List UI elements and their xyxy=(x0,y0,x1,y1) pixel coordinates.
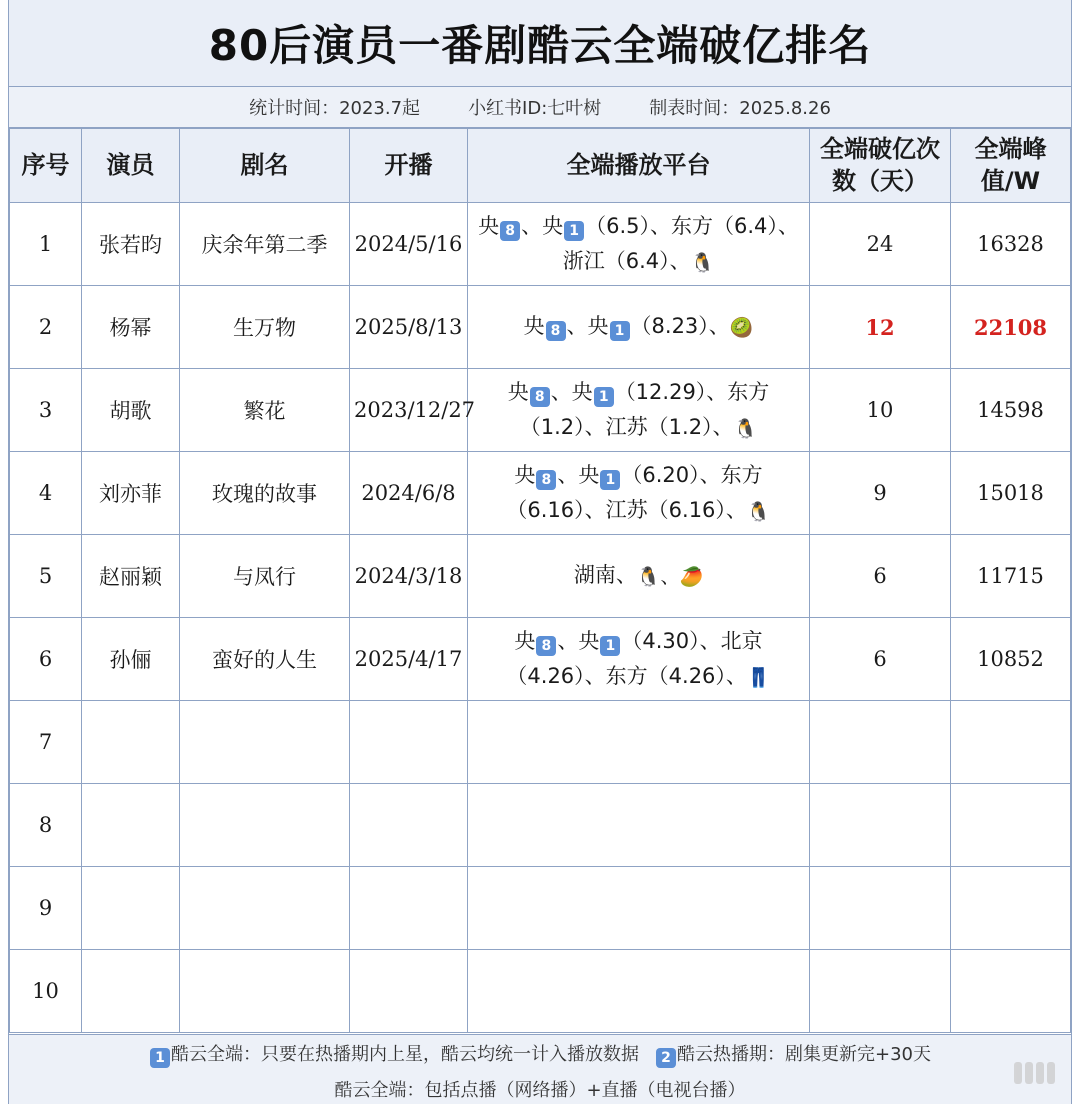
cell-date: 2024/6/8 xyxy=(350,452,468,535)
author-id: 小红书ID:七叶树 xyxy=(468,98,602,119)
cell-platforms xyxy=(468,203,810,286)
cell-date: 2024/3/18 xyxy=(350,535,468,618)
table-row xyxy=(10,950,1071,1033)
footer-note-3: 酷云全端：包括点播（网络播）+直播（电视台播） xyxy=(9,1073,1071,1104)
cell-rank: 7 xyxy=(10,701,82,784)
platform-emoji-icon: 🥝 xyxy=(729,317,754,340)
cell-rank: 3 xyxy=(10,369,82,452)
cell-peak: 10852 xyxy=(951,618,1071,701)
cell-date: 2023/12/27 xyxy=(350,369,468,452)
cell-days: 24 xyxy=(810,203,951,286)
ranking-table xyxy=(9,128,1071,1033)
table-row xyxy=(10,701,1071,784)
platform-text: 、央 xyxy=(550,380,593,404)
cell-rank: 9 xyxy=(10,867,82,950)
note-2: 2 酷云热播期：剧集更新完+30天 xyxy=(655,1040,931,1068)
platform-emoji-icon: 🐧 xyxy=(690,251,715,274)
watermark-logo-icon xyxy=(1014,1062,1055,1084)
cell-days: 12 xyxy=(810,286,951,369)
cell-days: 10 xyxy=(810,369,951,452)
cell-date xyxy=(350,701,468,784)
table-row xyxy=(10,535,1071,618)
platform-text: （12.29）、东方（1.2）、江苏（1.2）、 xyxy=(519,380,770,439)
cell-drama xyxy=(180,867,350,950)
table-header-row xyxy=(10,129,1071,203)
cell-platforms xyxy=(468,701,810,784)
cell-peak: 22108 xyxy=(951,286,1071,369)
platform-text: 、央 xyxy=(557,629,600,653)
table-row xyxy=(10,452,1071,535)
cell-peak: 14598 xyxy=(951,369,1071,452)
cell-platforms xyxy=(468,369,810,452)
cell-drama: 蛮好的人生 xyxy=(180,618,350,701)
cell-rank: 10 xyxy=(10,950,82,1033)
channel-badge-icon: 1 xyxy=(594,387,614,407)
cell-rank: 5 xyxy=(10,535,82,618)
cell-drama: 繁花 xyxy=(180,369,350,452)
cell-rank: 4 xyxy=(10,452,82,535)
ranking-sheet xyxy=(8,0,1072,1104)
subtitle-bar xyxy=(9,87,1071,128)
cell-actor: 刘亦菲 xyxy=(82,452,180,535)
platform-text: 湖南、 xyxy=(573,563,637,588)
channel-badge-icon: 8 xyxy=(536,470,556,490)
platform-emoji-icon: 🐧 xyxy=(733,417,758,440)
table-row xyxy=(10,369,1071,452)
platform-text: 、央 xyxy=(566,314,609,339)
platform-emoji-icon: 👖 xyxy=(746,666,771,689)
table-row xyxy=(10,286,1071,369)
cell-days xyxy=(810,867,951,950)
platform-text: 央 xyxy=(478,214,500,238)
header-peak: 全端峰值/W xyxy=(951,129,1071,203)
table-row xyxy=(10,867,1071,950)
cell-peak: 16328 xyxy=(951,203,1071,286)
cell-days: 6 xyxy=(810,535,951,618)
header-actor: 演员 xyxy=(82,129,180,203)
made-time: 制表时间：2025.8.26 xyxy=(649,98,831,119)
cell-rank: 2 xyxy=(10,286,82,369)
cell-days: 9 xyxy=(810,452,951,535)
cell-days xyxy=(810,784,951,867)
cell-actor: 胡歌 xyxy=(82,369,180,452)
platform-emoji-icon: 🐧、🥭 xyxy=(636,566,704,589)
cell-platforms xyxy=(468,452,810,535)
header-days: 全端破亿次数（天） xyxy=(810,129,951,203)
cell-rank: 8 xyxy=(10,784,82,867)
cell-drama xyxy=(180,784,350,867)
cell-actor xyxy=(82,867,180,950)
cell-drama xyxy=(180,701,350,784)
cell-days xyxy=(810,701,951,784)
cell-date xyxy=(350,950,468,1033)
footer-notes xyxy=(9,1034,1071,1074)
cell-platforms xyxy=(468,950,810,1033)
platform-text: 、央 xyxy=(521,214,564,238)
channel-badge-icon: 8 xyxy=(500,221,520,241)
channel-badge-icon: 1 xyxy=(600,470,620,490)
cell-actor: 杨幂 xyxy=(82,286,180,369)
cell-date xyxy=(350,784,468,867)
cell-actor: 张若昀 xyxy=(82,203,180,286)
cell-date: 2024/5/16 xyxy=(350,203,468,286)
table-row xyxy=(10,784,1071,867)
cell-date xyxy=(350,867,468,950)
cell-actor: 赵丽颖 xyxy=(82,535,180,618)
cell-platforms xyxy=(468,286,810,369)
header-platforms: 全端播放平台 xyxy=(468,129,810,203)
platform-text: （6.20）、东方（6.16）、江苏（6.16）、 xyxy=(506,463,763,522)
cell-drama: 玫瑰的故事 xyxy=(180,452,350,535)
platform-text: 央 xyxy=(523,314,545,339)
cell-peak: 11715 xyxy=(951,535,1071,618)
cell-peak: 15018 xyxy=(951,452,1071,535)
platform-text: 央 xyxy=(514,463,536,487)
channel-badge-icon: 1 xyxy=(610,321,630,341)
page-title: 80后演员一番剧酷云全端破亿排名 xyxy=(9,0,1071,87)
cell-drama: 庆余年第二季 xyxy=(180,203,350,286)
platform-text: （4.30）、北京（4.26）、东方（4.26）、 xyxy=(506,629,763,688)
header-drama: 剧名 xyxy=(180,129,350,203)
cell-rank: 6 xyxy=(10,618,82,701)
cell-actor: 孙俪 xyxy=(82,618,180,701)
cell-actor xyxy=(82,784,180,867)
cell-platforms xyxy=(468,618,810,701)
cell-peak xyxy=(951,867,1071,950)
cell-platforms xyxy=(468,867,810,950)
cell-drama xyxy=(180,950,350,1033)
platform-text: （6.5）、东方（6.4）、浙江（6.4）、 xyxy=(562,214,799,273)
cell-drama: 生万物 xyxy=(180,286,350,369)
cell-peak xyxy=(951,701,1071,784)
cell-rank: 1 xyxy=(10,203,82,286)
platform-emoji-icon: 🐧 xyxy=(746,500,771,523)
cell-peak xyxy=(951,784,1071,867)
header-rank: 序号 xyxy=(10,129,82,203)
cell-date: 2025/8/13 xyxy=(350,286,468,369)
cell-peak xyxy=(951,950,1071,1033)
platform-text: 央 xyxy=(507,380,529,404)
cell-actor xyxy=(82,950,180,1033)
platform-text: 央 xyxy=(514,629,536,653)
badge-1-icon: 1 xyxy=(150,1048,170,1068)
cell-days: 6 xyxy=(810,618,951,701)
channel-badge-icon: 8 xyxy=(546,321,566,341)
channel-badge-icon: 1 xyxy=(564,221,584,241)
stat-time: 统计时间：2023.7起 xyxy=(249,98,421,119)
cell-platforms xyxy=(468,784,810,867)
badge-2-icon: 2 xyxy=(656,1048,676,1068)
platform-text: （8.23）、 xyxy=(630,314,730,339)
cell-actor xyxy=(82,701,180,784)
channel-badge-icon: 8 xyxy=(530,387,550,407)
channel-badge-icon: 8 xyxy=(536,636,556,656)
cell-platforms xyxy=(468,535,810,618)
table-row xyxy=(10,203,1071,286)
header-date: 开播 xyxy=(350,129,468,203)
platform-text: 、央 xyxy=(557,463,600,487)
table-row xyxy=(10,618,1071,701)
channel-badge-icon: 1 xyxy=(600,636,620,656)
note-1: 1 酷云全端：只要在热播期内上星，酷云均统一计入播放数据 xyxy=(149,1040,639,1068)
cell-days xyxy=(810,950,951,1033)
cell-drama: 与凤行 xyxy=(180,535,350,618)
cell-date: 2025/4/17 xyxy=(350,618,468,701)
